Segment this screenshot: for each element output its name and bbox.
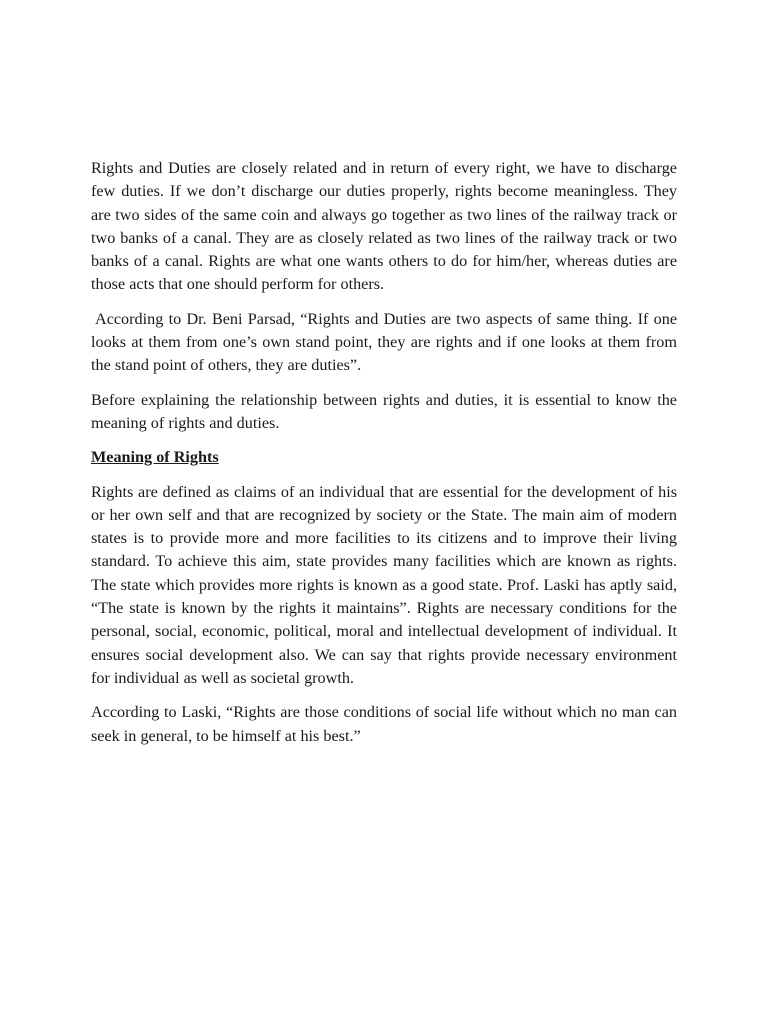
- document-page: [91, 157, 677, 759]
- paragraph-rights-definition: Rights are defined as claims of an individual that are essential for the development of his or her own self and that are recognized by society or the State. The main aim of modern states is to provide more and more facilities to its citizens and to improve their living standard. To achieve this aim, state provides many facilities which are known as rights. The state which provides more rights is known as a good state. Prof. Laski has aptly said, “The state is known by the rights it maintains”. Rights are necessary conditions for the personal, social, economic, political, moral and intellectual development of individual. It ensures social development also. We can say that rights provide necessary environment for individual as well as societal growth.: [91, 482, 677, 687]
- paragraph-beni-parsad-quote: According to Dr. Beni Parsad, “Rights and Duties are two aspects of same thing. If one looks at them from one’s own stand point, they are rights and if one looks at them from the stand point of others, they are duties”.: [91, 309, 677, 375]
- paragraph-intro: Rights and Duties are closely related and in return of every right, we have to discharge few duties. If we don’t discharge our duties properly, rights become meaningless. They are two sides of the same coin and always go together as two lines of the railway track or two banks of a canal. They are as closely related as two lines of the railway track or two banks of a canal. Rights are what one wants others to do for him/her, whereas duties are those acts that one should perform for others.: [91, 159, 677, 294]
- paragraph-laski-quote: According to Laski, “Rights are those conditions of social life without which no man can seek in general, to be himself at his best.”: [91, 703, 677, 745]
- section-heading-meaning-of-rights: Meaning of Rights: [91, 448, 219, 467]
- paragraph-before-explaining: Before explaining the relationship between rights and duties, it is essential to know the meaning of rights and duties.: [91, 390, 677, 432]
